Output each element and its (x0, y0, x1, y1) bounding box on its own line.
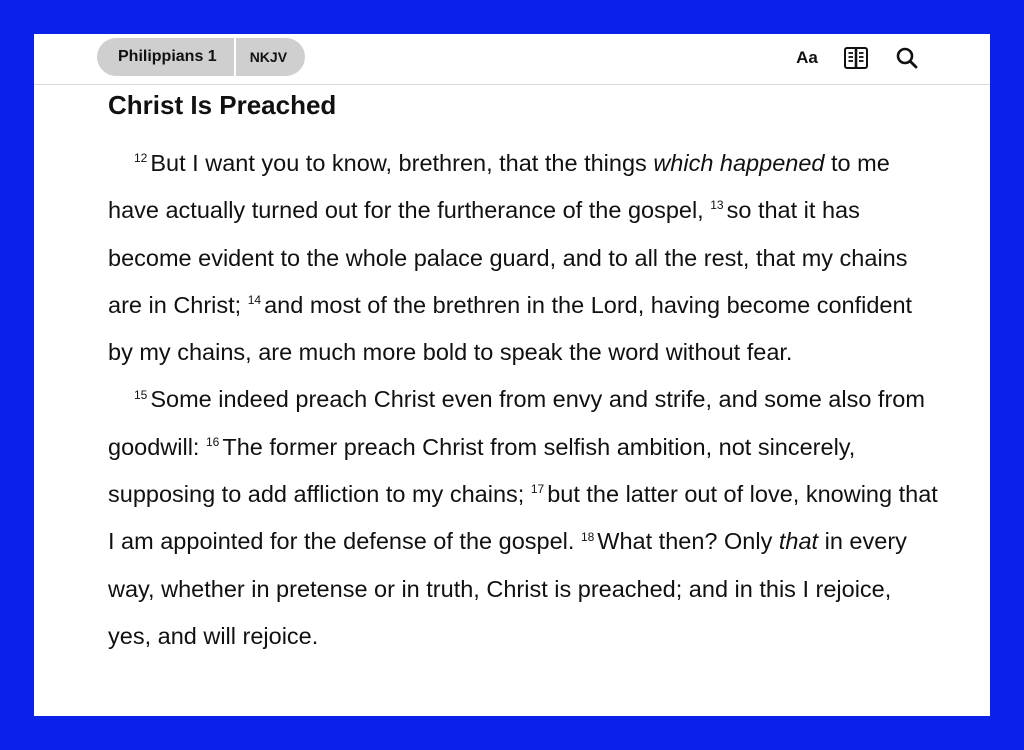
verse-text: What then? Only (597, 528, 779, 555)
version-button[interactable]: NKJV (249, 49, 288, 65)
verse-number[interactable]: 15 (134, 387, 148, 402)
verse-text: but the latter out of love, knowing that I am appointed for the defense of the gospel. (108, 481, 938, 555)
verse-number[interactable]: 17 (530, 482, 545, 497)
paragraph (108, 376, 938, 660)
verse-number[interactable]: 14 (247, 293, 262, 308)
verse-text: so that it has become evident to the whole palace guard, and to all the rest, that my chains are in Christ; (108, 197, 908, 318)
verse-number[interactable]: 18 (580, 529, 595, 544)
search-icon[interactable] (894, 44, 920, 72)
top-toolbar (34, 34, 990, 85)
reader-window (34, 34, 990, 716)
verse-number[interactable]: 16 (205, 434, 220, 449)
verse-number[interactable]: 13 (710, 198, 724, 213)
verse-text: in every way, whether in pretense or in truth, Christ is preached; and in this I rejoice, yes, and will rejoice. (108, 528, 907, 649)
section-heading: Christ Is Preached (108, 90, 337, 120)
italic-supplied-text: that (778, 528, 819, 555)
font-size-icon[interactable]: Aa (796, 48, 818, 67)
chapter-content (108, 86, 938, 660)
italic-supplied-text: which happened (653, 150, 825, 176)
verse-text: The former preach Christ from selfish ambition, not sincerely, supposing to add affliction to my chains; (108, 433, 856, 508)
verse-text: to me have actually turned out for the furtherance of the gospel, (108, 150, 890, 224)
book-chapter-button[interactable]: Philippians 1 (97, 38, 236, 76)
book-icon[interactable] (842, 44, 870, 72)
verse-number[interactable]: 12 (134, 151, 148, 166)
verse-text: Some indeed preach Christ even from envy and strife, and some also from goodwill: (108, 386, 925, 460)
verse-text: But I want you to know, brethren, that the things (150, 150, 654, 176)
paragraph (108, 140, 938, 376)
passage-selector (97, 38, 305, 76)
verse-text: and most of the brethren in the Lord, having become confident by my chains, are much more bold to speak the word without fear. (108, 291, 913, 366)
